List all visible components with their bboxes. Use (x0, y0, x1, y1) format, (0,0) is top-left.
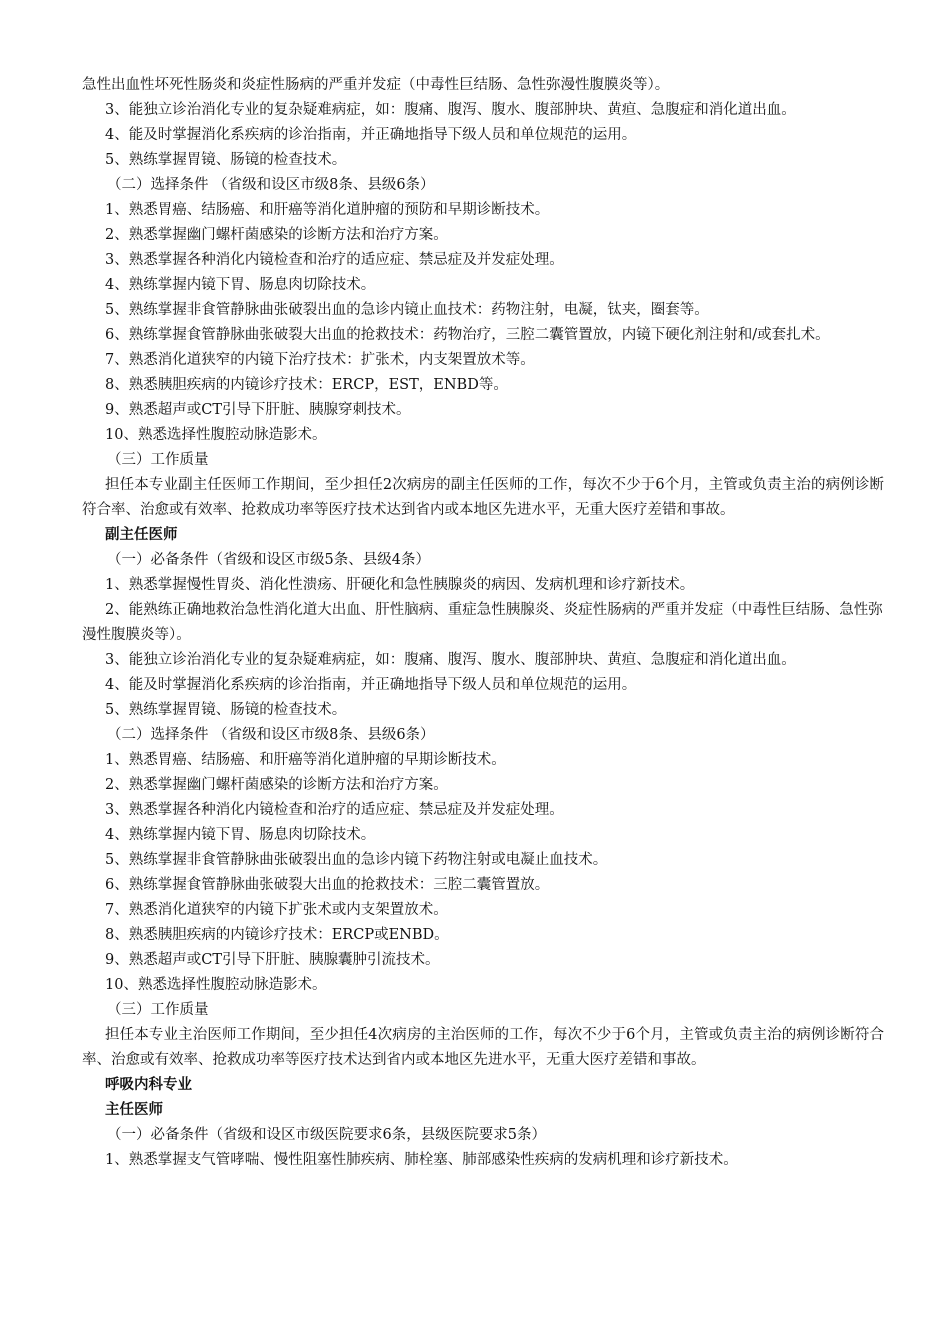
list-item: 2、熟悉掌握幽门螺杆菌感染的诊断方法和治疗方案。 (105, 227, 448, 243)
section-heading: 主任医师 (105, 1102, 163, 1118)
list-item: 3、熟悉掌握各种消化内镜检查和治疗的适应症、禁忌症及并发症处理。 (105, 252, 564, 268)
section-heading: 呼吸内科专业 (105, 1077, 192, 1093)
continuation-text: 急性出血性坏死性肠炎和炎症性肠病的严重并发症（中毒性巨结肠、急性弥漫性腹膜炎等）。 (82, 77, 670, 93)
list-item: 4、熟练掌握内镜下胃、肠息肉切除技术。 (105, 277, 376, 293)
document-body (82, 73, 884, 1173)
list-item: 5、熟练掌握胃镜、肠镜的检查技术。 (105, 152, 347, 168)
subsection-heading: （二）选择条件 （省级和设区市级8条、县级6条） (107, 727, 435, 743)
list-item: 5、熟练掌握非食管静脉曲张破裂出血的急诊内镜止血技术：药物注射，电凝，钛夹，圈套等。 (105, 302, 709, 318)
list-item: 6、熟练掌握食管静脉曲张破裂大出血的抢救技术：药物治疗，三腔二囊管置放，内镜下硬化剂注射和/或套扎术。 (105, 327, 830, 343)
list-item: 6、熟练掌握食管静脉曲张破裂大出血的抢救技术：三腔二囊管置放。 (105, 877, 550, 893)
list-item: 4、熟练掌握内镜下胃、肠息肉切除技术。 (105, 827, 376, 843)
list-item: 1、熟悉胃癌、结肠癌、和肝癌等消化道肿瘤的早期诊断技术。 (105, 752, 506, 768)
paragraph: 担任本专业主治医师工作期间，至少担任4次病房的主治医师的工作，每次不少于6个月，主管或负责主治的病例诊断符合率、治愈或有效率、抢救成功率等医疗技术达到省内或本地区先进水平，无重大医疗差错和事故。 (82, 1027, 884, 1068)
list-item: 3、熟悉掌握各种消化内镜检查和治疗的适应症、禁忌症及并发症处理。 (105, 802, 564, 818)
list-item: 2、能熟练正确地救治急性消化道大出血、肝性脑病、重症急性胰腺炎、炎症性肠病的严重并发症（中毒性巨结肠、急性弥漫性腹膜炎等）。 (82, 602, 883, 643)
list-item: 5、熟练掌握胃镜、肠镜的检查技术。 (105, 702, 347, 718)
list-item: 4、能及时掌握消化系疾病的诊治指南，并正确地指导下级人员和单位规范的运用。 (105, 127, 637, 143)
list-item: 8、熟悉胰胆疾病的内镜诊疗技术：ERCP，EST，ENBD等。 (105, 377, 508, 393)
list-item: 10、熟悉选择性腹腔动脉造影术。 (105, 427, 327, 443)
list-item: 2、熟悉掌握幽门螺杆菌感染的诊断方法和治疗方案。 (105, 777, 448, 793)
subsection-heading: （三）工作质量 (107, 452, 209, 468)
list-item: 1、熟悉掌握慢性胃炎、消化性溃疡、肝硬化和急性胰腺炎的病因、发病机理和诊疗新技术。 (105, 577, 695, 593)
list-item: 7、熟悉消化道狭窄的内镜下扩张术或内支架置放术。 (105, 902, 448, 918)
subsection-heading: （二）选择条件 （省级和设区市级8条、县级6条） (107, 177, 435, 193)
list-item: 1、熟悉掌握支气管哮喘、慢性阻塞性肺疾病、肺栓塞、肺部感染性疾病的发病机理和诊疗新技术。 (105, 1152, 738, 1168)
subsection-heading: （一）必备条件（省级和设区市级医院要求6条，县级医院要求5条） (107, 1127, 546, 1143)
list-item: 5、熟练掌握非食管静脉曲张破裂出血的急诊内镜下药物注射或电凝止血技术。 (105, 852, 608, 868)
list-item: 3、能独立诊治消化专业的复杂疑难病症，如：腹痛、腹泻、腹水、腹部肿块、黄疸、急腹症和消化道出血。 (105, 652, 796, 668)
list-item: 3、能独立诊治消化专业的复杂疑难病症，如：腹痛、腹泻、腹水、腹部肿块、黄疸、急腹症和消化道出血。 (105, 102, 796, 118)
list-item: 8、熟悉胰胆疾病的内镜诊疗技术：ERCP或ENBD。 (105, 927, 449, 943)
list-item: 4、能及时掌握消化系疾病的诊治指南，并正确地指导下级人员和单位规范的运用。 (105, 677, 637, 693)
list-item: 9、熟悉超声或CT引导下肝脏、胰腺囊肿引流技术。 (105, 952, 440, 968)
list-item: 10、熟悉选择性腹腔动脉造影术。 (105, 977, 327, 993)
subsection-heading: （一）必备条件（省级和设区市级5条、县级4条） (107, 552, 430, 568)
list-item: 1、熟悉胃癌、结肠癌、和肝癌等消化道肿瘤的预防和早期诊断技术。 (105, 202, 550, 218)
section-heading: 副主任医师 (105, 527, 178, 543)
list-item: 9、熟悉超声或CT引导下肝脏、胰腺穿刺技术。 (105, 402, 411, 418)
paragraph: 担任本专业副主任医师工作期间，至少担任2次病房的副主任医师的工作，每次不少于6个月，主管或负责主治的病例诊断符合率、治愈或有效率、抢救成功率等医疗技术达到省内或本地区先进水平，无重大医疗差错和事故。 (82, 477, 884, 518)
subsection-heading: （三）工作质量 (107, 1002, 209, 1018)
list-item: 7、熟悉消化道狭窄的内镜下治疗技术：扩张术，内支架置放术等。 (105, 352, 535, 368)
